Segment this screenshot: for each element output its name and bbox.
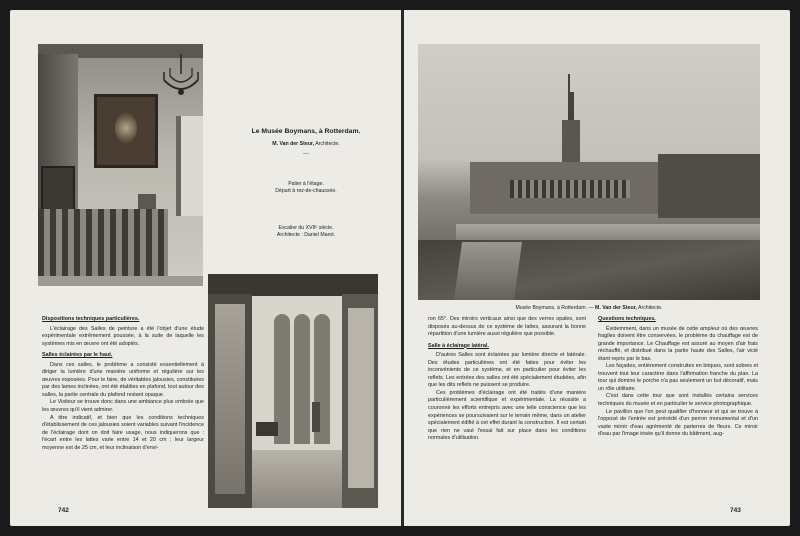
page-number: 742 bbox=[58, 507, 69, 514]
paragraph: Ces problèmes d'éclairage ont été traités d'une manière particulièrement scientifique et expérimentale. La réussite a couronné les efforts entrepris avec une telle conscience que les expériences se poursuivaient sur le terrain même, dans un atelier spécialement édifié à cet effet durant la construction. Il est certain que rien ne vaut l'essai fait sur place dans les conditions normales d'utilisation. bbox=[428, 389, 586, 442]
paragraph: A titre indicatif, et bien que les conditions techniques d'établissement de ces jalousies soient variables suivant l'incidence de l'éclairage dont on doit faire usage, nous indiquerons que : l'écart entre les lattes varie entre 14 et 20 cm ; leur largeur moyenne est de 25 cm, et leur inclinaison d'envi- bbox=[42, 414, 204, 451]
paragraph: Évidemment, dans un musée de cette ampleur où des œuvres fragiles doivent être conservées, le problème du chauffage est de grande importance. Le Chauffage est assuré au moyen d'air frais réchauffé, et distribué dans la partie haute des Salles, l'air vicié étant repris par le bas. bbox=[598, 325, 758, 362]
right-text-column-2 bbox=[598, 316, 758, 439]
section-heading: Salle à éclairage latéral. bbox=[428, 342, 489, 349]
carved-balustrade bbox=[38, 209, 168, 279]
paragraph: L'éclairage des Salles de peinture a été l'objet d'une étude expérimentale extrêmement poussée, à la suite de laquelle les systèmes mis en œuvre ont été adoptés. bbox=[42, 325, 204, 347]
paragraph: C'est dans cette tour que sont installés certains services techniques du musée et en particulier le service photographique. bbox=[598, 393, 758, 408]
caption-architect-name: M. Van der Steur, bbox=[272, 141, 315, 147]
caption-note-line: Départ à rez-de-chaussée. bbox=[275, 188, 337, 194]
paragraph: Le pavillon que l'on peut qualifier d'honneur et qui se trouve à l'opposé de l'entrée est précédé d'un perron monumental et d'un vaste miroir d'eau agrémenté de parterres de fleurs. Ce miroir d'eau par l'image irisée qu'il donne du bâtiment, aug- bbox=[598, 408, 758, 438]
left-text-column bbox=[42, 316, 204, 452]
caption-note-line: Escalier du XVIIᵉ siècle. bbox=[278, 225, 334, 231]
section-heading: Dispositions techniques particulières. bbox=[42, 316, 140, 322]
right-text-column-1 bbox=[428, 316, 586, 443]
illustration-caption bbox=[218, 128, 394, 239]
page-number: 743 bbox=[730, 507, 741, 514]
doorway-photo bbox=[208, 274, 378, 508]
chandelier-icon bbox=[160, 54, 202, 106]
museum-exterior-photo bbox=[418, 44, 760, 300]
painting bbox=[94, 94, 158, 168]
interior-photo bbox=[38, 44, 203, 286]
paragraph: Les façades, entièrement construites en briques, sont sobres et trouvent tout leur caractère dans l'affirmation franche du plan. La tour qui domine le porche n'a pas seulement un but décoratif, mais un rôle utilitaire. bbox=[598, 363, 758, 392]
caption-architect bbox=[218, 141, 394, 147]
photo-caption-place: Musée Boymans, à Rotterdam. — bbox=[515, 305, 594, 311]
section-heading: Questions techniques. bbox=[598, 316, 656, 322]
photo-caption-architect: M. Van der Steur, bbox=[595, 305, 637, 311]
section-heading: Salles éclairées par le haut. bbox=[42, 352, 113, 359]
photo-caption bbox=[418, 305, 760, 311]
paragraph: Le Visiteur se trouve donc dans une ambiance plus ombrée que les œuvres qu'il vient admirer. bbox=[42, 399, 204, 414]
paragraph: ron 65°. Des miroirs verticaux ainsi que des verres opales, sont disposés au-dessus de ce système de lattes, assurant la bonne répartition d'une lumière aussi régulière que possible. bbox=[428, 316, 586, 338]
caption-architect-role: Architecte. bbox=[315, 141, 340, 147]
paragraph: Dans ces salles, le problème a consisté essentiellement à diriger la lumière d'une manière uniforme et régulière sur les œuvres exposées. Pour le faire, de véritables jalousies, constituées par des lames inclinées, ont été établies en plafond, tout autour des salles, la partie centrale du plafond restant opaque. bbox=[42, 361, 204, 398]
caption-dash: — bbox=[303, 151, 309, 157]
caption-title: Le Musée Boymans, à Rotterdam. bbox=[251, 128, 361, 135]
paragraph: D'autres Salles sont éclairées par lumière directe et latérale. Des études particulières ont été faites pour éviter les inconvénients de ce système, et en particulier pour éviter les reflets. Les entrées des salles ont été spécialement étudiées, afin que les dits reflets ne puissent se produire. bbox=[428, 352, 586, 389]
photo-caption-role: Architecte. bbox=[638, 305, 663, 311]
caption-note-line: Palier à l'étage. bbox=[288, 181, 324, 187]
caption-note-line: Architecte : Daniel Marot. bbox=[276, 232, 336, 238]
